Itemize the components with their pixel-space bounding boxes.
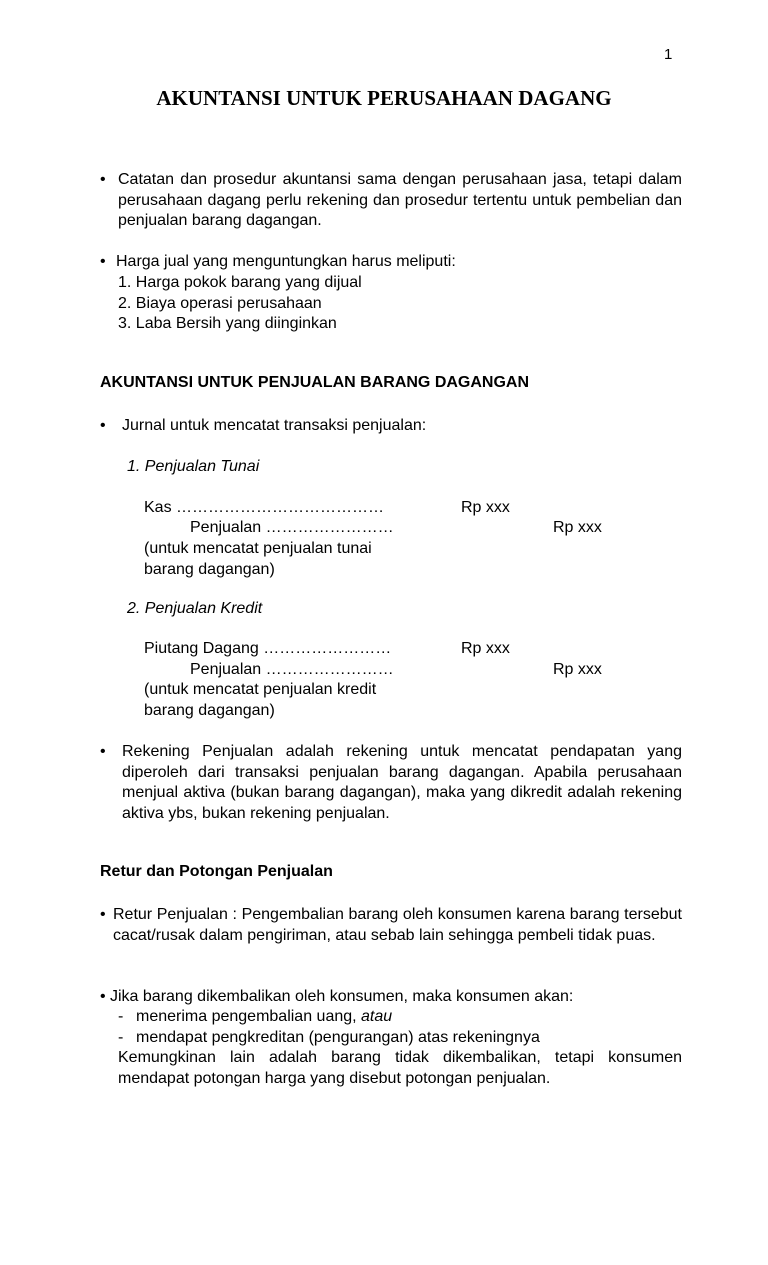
bullet-marker: • [100,988,106,1005]
returns-closing-paragraph: Kemungkinan lain adalah barang tidak dikembalikan, tetapi konsumen mendapat potongan harga yang disebut potongan penjualan. [118,1049,682,1087]
bullet-marker: • [100,906,106,923]
revenue-account-text: Rekening Penjualan adalah rekening untuk mencatat pendapatan yang diperoleh dari transaksi penjualan barang dagangan. Apabila perusahaan menjual aktiva (bukan barang dagangan), maka yang dikredit adalah rekening aktiva ybs, bukan rekening penjualan. [122,743,682,822]
list-item: 2. Biaya operasi perusahaan [118,294,322,312]
credit-sale-debit-amount: Rp xxx [461,640,510,657]
bullet-marker: • [100,743,106,760]
section-heading-sales: AKUNTANSI UNTUK PENJUALAN BARANG DAGANGAN [100,374,530,391]
cash-sale-note [144,539,372,580]
credit-sale-debit-account: Piutang Dagang …………………… [144,640,392,657]
credit-sale-credit-account: Penjualan …………………… [190,661,394,678]
bullet-marker: • [100,253,106,270]
intro-bullet-harga-jual [100,252,682,273]
journal-intro [100,416,682,437]
cash-sale-debit-account: Kas ………………………………… [144,499,385,516]
returns-definition-text: Retur Penjualan : Pengembalian barang oleh konsumen karena barang tersebut cacat/rusak dalam pengiriman, atau sebab lain sehingga pembeli tidak puas. [113,906,682,944]
page-title: AKUNTANSI UNTUK PERUSAHAAN DAGANG [156,86,612,110]
page-number: 1 [664,46,673,63]
returns-options-intro: Jika barang dikembalikan oleh konsumen, maka konsumen akan: [110,988,574,1005]
cash-sale-credit-amount: Rp xxx [553,519,602,536]
dash-marker: - [118,1008,124,1025]
note-line: (untuk mencatat penjualan tunai [144,540,372,557]
list-item: 1. Harga pokok barang yang dijual [118,274,362,291]
journal-intro-text: Jurnal untuk mencatat transaksi penjualan: [122,417,427,434]
credit-sale-note [144,680,376,721]
option-text: mendapat pengkreditan (pengurangan) atas rekeningnya [136,1028,540,1046]
credit-sale-title: 2. Penjualan Kredit [127,600,263,617]
returns-bullet-definition [100,905,682,946]
returns-option-list [118,1007,540,1048]
price-item-list [118,273,362,335]
intro-paragraph: Catatan dan prosedur akuntansi sama dengan perusahaan jasa, tetapi dalam perusahaan dagang perlu rekening dan prosedur tertentu untuk pembelian dan penjualan barang dagangan. [118,171,682,229]
option-text: menerima pengembalian uang, [136,1008,362,1025]
bullet-marker: • [100,171,106,188]
returns-bullet-options [100,987,682,1008]
list-item [118,1028,540,1049]
cash-sale-credit-account: Penjualan …………………… [190,519,394,536]
dash-marker: - [118,1028,124,1046]
note-line: (untuk mencatat penjualan kredit [144,681,377,698]
cash-sale-title: 1. Penjualan Tunai [127,458,260,475]
list-item [118,1007,540,1028]
list-item: 3. Laba Bersih yang diinginkan [118,315,337,332]
note-line: barang dagangan) [144,701,275,719]
cash-sale-debit-amount: Rp xxx [461,499,510,516]
option-emphasis: atau [361,1008,393,1025]
section-heading-returns: Retur dan Potongan Penjualan [100,863,333,880]
price-requirements-intro: Harga jual yang menguntungkan harus meliputi: [116,253,456,270]
note-line: barang dagangan) [144,560,275,578]
bullet-marker: • [100,417,106,434]
credit-sale-credit-amount: Rp xxx [553,661,602,678]
intro-bullet-catatan [100,170,682,232]
revenue-account-bullet [100,742,682,824]
